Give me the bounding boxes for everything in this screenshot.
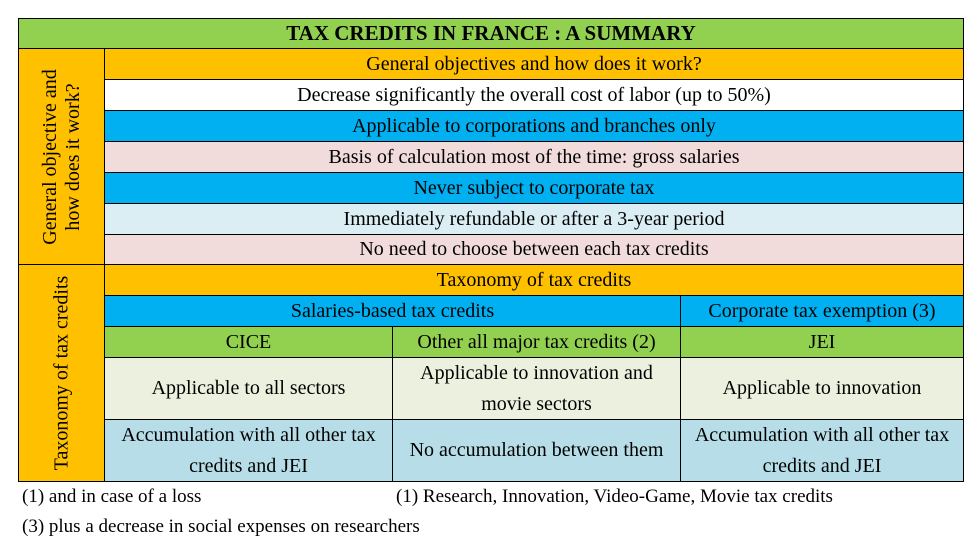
side-label-taxonomy [19,265,105,481]
table-title: TAX CREDITS IN FRANCE : A SUMMARY [19,19,963,49]
objective-row: Basis of calculation most of the time: gross salaries [105,142,963,173]
col-cice-name: CICE [105,327,393,358]
col-other-scope: Applicable to innovation and movie sectors [393,358,681,420]
col-other-name: Other all major tax credits (2) [393,327,681,358]
objective-row: Immediately refundable or after a 3-year period [105,204,963,235]
group-corporate-exemption: Corporate tax exemption (3) [681,296,963,327]
objective-row: Decrease significantly the overall cost of labor (up to 50%) [105,80,963,111]
objectives-header: General objectives and how does it work? [105,49,963,80]
col-other-accumulation: No accumulation between them [393,420,681,481]
objective-row: Never subject to corporate tax [105,173,963,204]
footnote-2: (1) Research, Innovation, Video-Game, Movie tax credits [396,486,833,507]
col-jei-name: JEI [681,327,963,358]
footnote-3: (3) plus a decrease in social expenses on researchers [22,516,420,537]
group-salaries-based: Salaries-based tax credits [105,296,681,327]
summary-table [18,18,964,482]
col-jei-accumulation: Accumulation with all other tax credits and JEI [681,420,963,481]
col-cice-accumulation: Accumulation with all other tax credits and JEI [105,420,393,481]
col-cice-scope: Applicable to all sectors [105,358,393,420]
side-label-objectives [19,49,105,265]
objective-row: No need to choose between each tax credits [105,235,963,265]
side-label-taxonomy-text: Taxonomy of tax credits [50,275,72,471]
footnote-1: (1) and in case of a loss [22,486,202,507]
taxonomy-header: Taxonomy of tax credits [105,265,963,296]
side-label-objectives-text: General objective and how does it work? [38,68,84,245]
objective-row: Applicable to corporations and branches only [105,111,963,142]
col-jei-scope: Applicable to innovation [681,358,963,420]
